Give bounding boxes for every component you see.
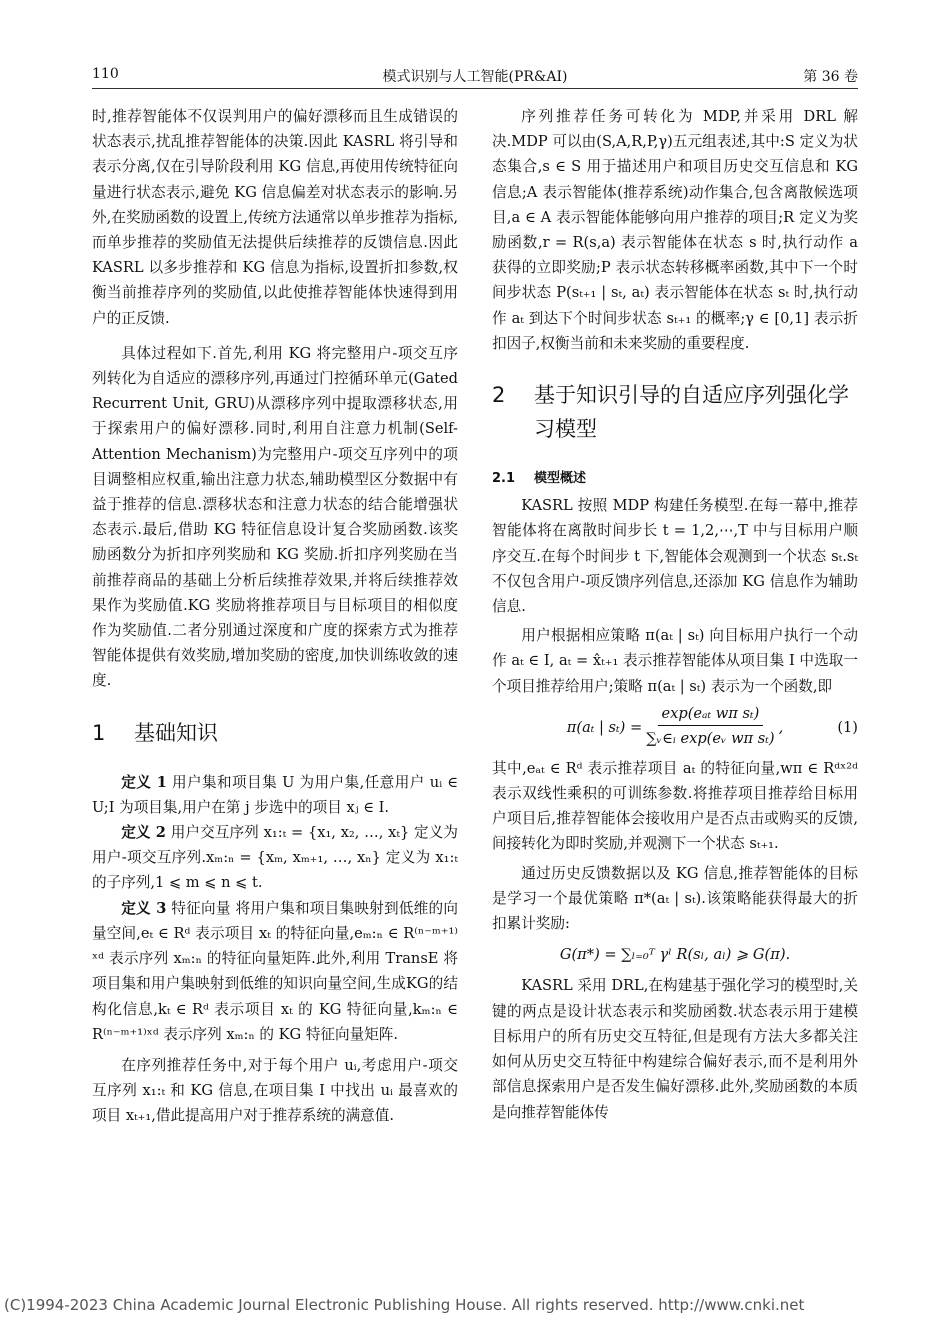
paragraph-overview: KASRL 按照 MDP 构建任务模型.在每一幕中,推荐智能体将在离散时间步长 t = 1,2,⋯,T 中与目标用户顺序交互.在每个时间步 t 下,智能体会观测到一个状态 sₜ.sₜ 不仅包含用户-项反馈序列信息,还添加 KG 信息作为辅助信息.: [492, 497, 858, 616]
equation-body: G(π*) = ∑ₗ₌₀ᵀ γˡ R(sₗ, aₗ) ⩾ G(π).: [559, 946, 791, 964]
equation-2: [492, 942, 858, 967]
equation-fraction: [646, 703, 774, 752]
page-number: 110: [92, 66, 119, 82]
paragraph-task: 在序列推荐任务中,对于每个用户 uᵢ,考虑用户-项交互序列 x₁:ₜ 和 KG 信息,在项目集 I 中找出 uᵢ 最喜欢的项目 xₜ₊₁,借此提高用户对于推荐系统的满意值.: [92, 1056, 458, 1125]
definition-text: 用户集和项目集 U 为用户集,任意用户 uᵢ ∈ U;I 为项目集,用户在第 j 步选中的项目 xⱼ ∈ I.: [92, 773, 458, 816]
equation-tail: ,: [778, 718, 784, 736]
equation-number: (1): [837, 718, 858, 736]
paragraph-policy: 用户根据相应策略 π(aₜ | sₜ) 向目标用户执行一个动作 aₜ ∈ I, aₜ = x̂ₜ₊₁ 表示推荐智能体从项目集 I 中选取一个项目推荐给用户;策略 π(aₜ | sₜ) 表示为一个函数,即: [492, 627, 858, 695]
definition-label: 定义 1: [121, 773, 167, 791]
definition-3: [92, 896, 458, 1047]
left-column: [92, 104, 458, 1129]
section-title: 基础知识: [134, 720, 218, 745]
paragraph-mdp: 序列推荐任务可转化为 MDP,并采用 DRL 解决.MDP 可以由(S,A,R,P,γ)五元组表述,其中:S 定义为状态集合,s ∈ S 用于描述用户和项目历史交互信息和 KG 信息;A 表示智能体(推荐系统)动作集合,包含离散候选项目,a ∈ A 表示智能体能够向用户推荐的项目;R 定义为奖励函数,r = R(s,a) 表示智能体在状态 s 时,执行动作 a 获得的立即奖励;P 表示状态转移概率函数,其中下一个时间步状态 P(sₜ₊₁ | sₜ, aₜ) 表示智能体在状态 sₜ 时,执行动作 aₜ 到达下个时间步状态 sₜ₊₁ 的概率;γ ∈ [0,1] 表示折扣因子,权衡当前和未来奖励的重要程度.: [492, 108, 858, 352]
copyright-footer: (C)1994-2023 China Academic Journal Electronic Publishing House. All rights reserved. http://www.cnki.net: [4, 1296, 805, 1314]
paragraph-objective: 通过历史反馈数据以及 KG 信息,推荐智能体的目标是学习一个最优策略 π*(aₜ | sₜ).该策略能获得最大的折扣累计奖励:: [492, 864, 858, 933]
section-number: 2: [492, 383, 506, 408]
section-number: 1: [92, 720, 106, 745]
equation-denominator: ∑ᵥ∈ᵢ exp(eᵥ wπ sₜ): [646, 729, 775, 747]
section-heading-1: [92, 716, 458, 750]
running-header: [92, 64, 858, 89]
volume-label: 第 36 卷: [803, 69, 858, 85]
definition-label: 定义 2: [121, 824, 166, 842]
definition-1: [92, 770, 458, 820]
paragraph-continued: 时,推荐智能体不仅误判用户的偏好漂移而且生成错误的状态表示,扰乱推荐智能体的决策.因此 KASRL 将引导和表示分离,仅在引导阶段利用 KG 信息,再使用传统特征向量进行状态表示,避免 KG 信息偏差对状态表示的影响.另外,在奖励函数的设置上,传统方法通常以单步推荐为指标,而单步推荐的奖励值无法提供后续推荐的反馈信息.因此 KASRL 以多步推荐和 KG 信息为指标,设置折扣参数,权衡当前推荐序列的奖励值,以此使推荐智能体快速得到用户的正反馈.: [92, 108, 458, 327]
equation-numerator: exp(eₐₜ wπ sₜ): [658, 703, 764, 726]
definition-label: 定义 3: [121, 899, 167, 917]
definition-text: 用户交互序列 x₁:ₜ = {x₁, x₂, …, xₜ} 定义为用户-项交互序列.xₘ:ₙ = {xₘ, xₘ₊₁, …, xₙ} 定义为 x₁:ₜ 的子序列,1 ⩽ m ⩽ n ⩽ t.: [92, 824, 458, 892]
definition-2: [92, 820, 458, 896]
equation-1: [492, 703, 858, 752]
section-title: 基于知识引导的自适应序列强化学习模型: [534, 383, 849, 442]
subsection-heading-2-1: [492, 466, 858, 491]
paragraph-where: 其中,eₐₜ ∈ Rᵈ 表示推荐项目 aₜ 的特征向量,wπ ∈ Rᵈˣ²ᵈ 表示双线性乘积的可训练参数.将推荐项目推荐给目标用户项目后,推荐智能体会接收用户是否点击或购买的反馈,间接转化为即时奖励,并观测下一个状态 sₜ₊₁.: [492, 759, 858, 853]
right-column: [492, 104, 858, 1125]
journal-title: 模式识别与人工智能(PR&AI): [382, 69, 568, 85]
definition-text: 特征向量 将用户集和项目集映射到低维的向量空间,eₜ ∈ Rᵈ 表示项目 xₜ 的特征向量,eₘ:ₙ ∈ R⁽ⁿ⁻ᵐ⁺¹⁾ˣᵈ 表示序列 xₘ:ₙ 的特征向量矩阵.此外,利用 TransE 将项目集和用户集映射到低维的知识向量空间,生成KG的结构化信息,kₜ ∈ Rᵈ 表示项目 xₜ 的 KG 特征向量,kₘ:ₙ ∈ R⁽ⁿ⁻ᵐ⁺¹⁾ˣᵈ 表示序列 xₘ:ₙ 的 KG 特征向量矩阵.: [92, 899, 458, 1043]
paragraph-process: 具体过程如下.首先,利用 KG 将完整用户-项交互序列转化为自适应的漂移序列,再通过门控循环单元(Gated Recurrent Unit, GRU)从漂移序列中提取漂移状态,用于探索用户的偏好漂移.同时,利用自注意力机制(Self-Attention Mechanism)为完整用户-项交互序列中的项目调整相应权重,输出注意力状态,辅助模型区分数据中有益于推荐的信息.漂移状态和注意力状态的结合能增强状态表示.最后,借助 KG 特征信息设计复合奖励函数.该奖励函数分为折扣序列奖励和 KG 奖励.折扣序列奖励在当前推荐商品的基础上分析后续推荐效果,并将后续推荐效果作为奖励值.KG 奖励将推荐项目与目标项目的相似度作为奖励值.二者分别通过深度和广度的探索方式为推荐智能体提供有效奖励,增加奖励的密度,加快训练收敛的速度.: [92, 344, 458, 690]
section-heading-2: [492, 378, 858, 446]
subsection-title: 模型概述: [534, 471, 587, 487]
paragraph-kasrl: KASRL 采用 DRL,在构建基于强化学习的模型时,关键的两点是设计状态表示和奖励函数.状态表示用于建模目标用户的所有历史交互特征,但是现有方法大多都关注如何从历史交互特征中构建综合偏好表示,而不是利用外部信息探索用户是否发生偏好漂移.此外,奖励函数的本质是向推荐智能体传: [492, 977, 858, 1121]
equation-lhs: π(aₜ | sₜ) =: [566, 718, 643, 736]
subsection-number: 2.1: [492, 471, 516, 487]
